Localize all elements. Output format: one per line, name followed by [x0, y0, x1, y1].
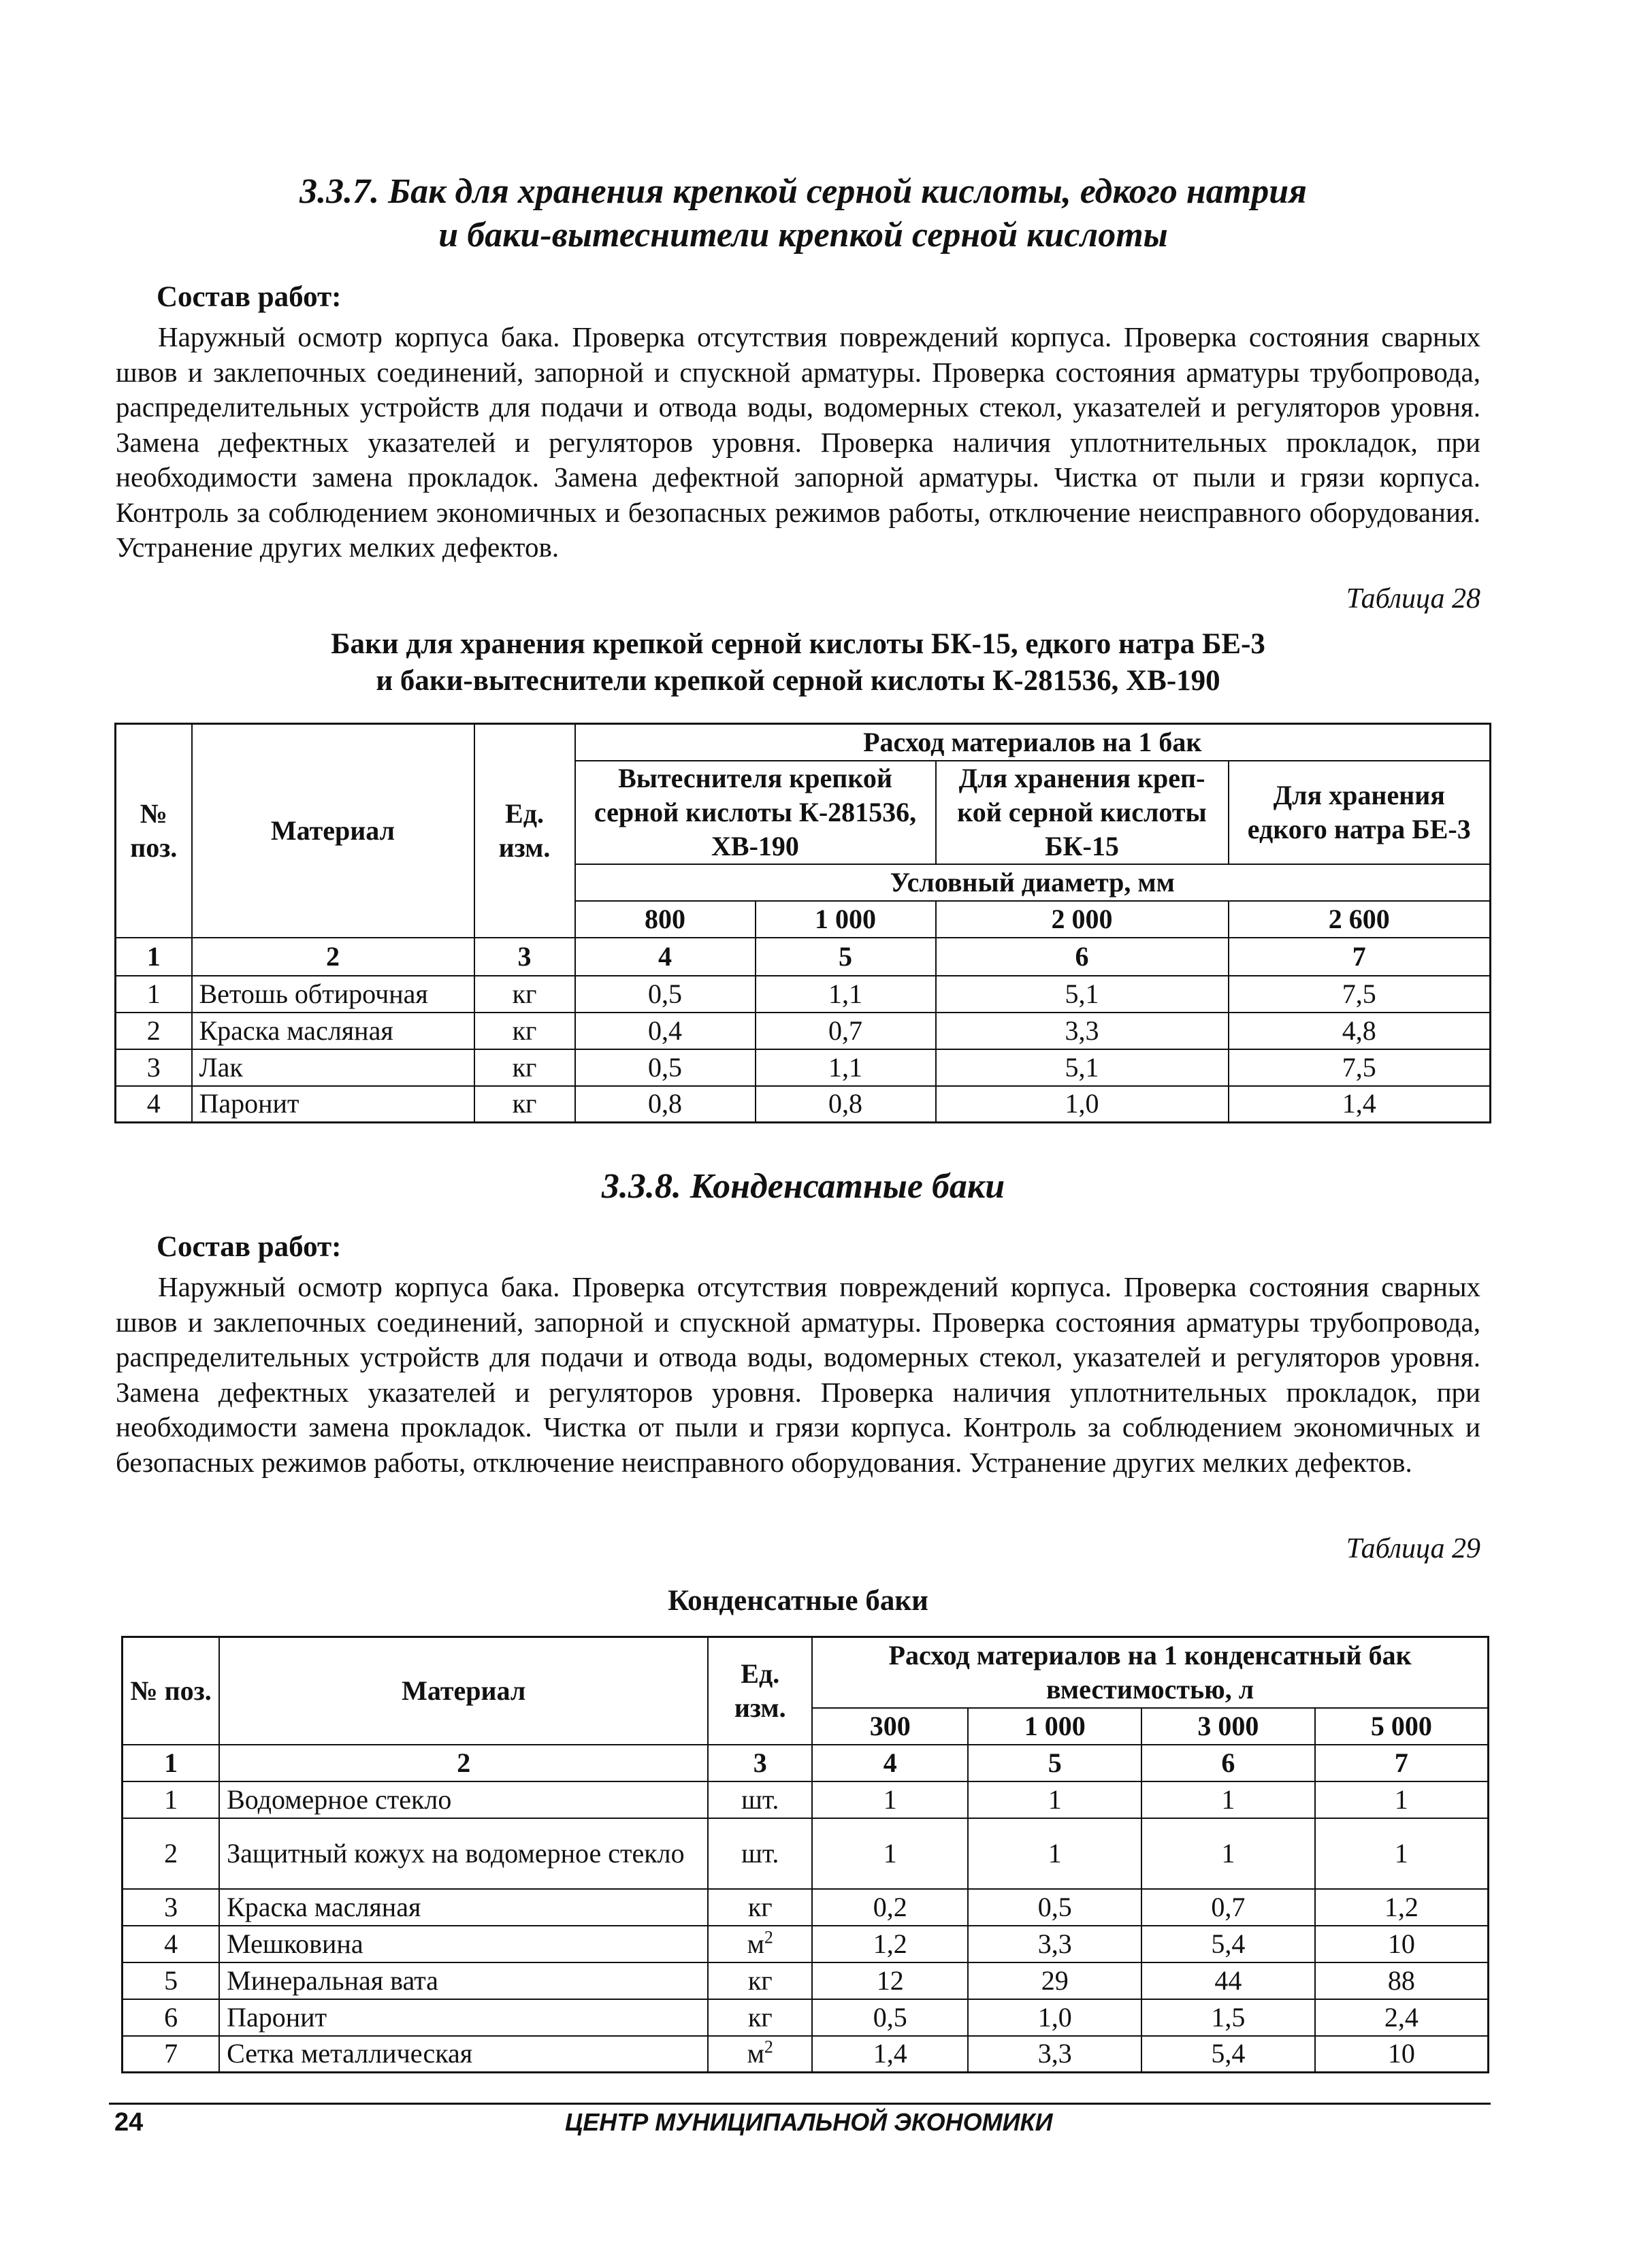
cell-value: 1,2 [1315, 1889, 1489, 1926]
header-material: Материал [192, 724, 474, 938]
cell-material: Паронит [192, 1086, 474, 1123]
index-cell: 1 [123, 1745, 220, 1781]
cell-material: Мешковина [219, 1926, 708, 1962]
unit-text: кг [747, 1891, 773, 1922]
cell-value: 29 [968, 1962, 1141, 1999]
header-volume: 1 000 [968, 1708, 1141, 1745]
index-cell: 6 [1141, 1745, 1315, 1781]
table-label: Таблица 29 [1346, 1533, 1480, 1564]
index-cell: 1 [116, 938, 192, 976]
table-row [116, 1013, 1491, 1049]
cell-pos: 1 [123, 1781, 220, 1818]
table-index-row [123, 1745, 1489, 1781]
header-diameter-value: 800 [575, 901, 756, 938]
cell-unit: кг [474, 976, 575, 1013]
cell-unit: кг [474, 1013, 575, 1049]
cell-value: 44 [1141, 1962, 1315, 1999]
cell-value: 1 [1315, 1781, 1489, 1818]
cell-value: 1,0 [936, 1086, 1229, 1123]
index-cell: 2 [219, 1745, 708, 1781]
cell-value: 1 [1141, 1818, 1315, 1889]
table-label: Таблица 28 [1346, 583, 1480, 614]
header-volume: 3 000 [1141, 1708, 1315, 1745]
cell-material: Ветошь обтирочная [192, 976, 474, 1013]
table-row [123, 1926, 1489, 1962]
cell-pos: 4 [123, 1926, 220, 1962]
cell-value: 1,0 [968, 1999, 1141, 2036]
header-diameter: Условный диаметр, мм [575, 864, 1491, 901]
cell-pos: 2 [116, 1013, 192, 1049]
cell-pos: 7 [123, 2036, 220, 2073]
cell-value: 1 [812, 1818, 968, 1889]
cell-value: 1 [812, 1781, 968, 1818]
cell-value: 5,1 [936, 976, 1229, 1013]
table-row [123, 1889, 1489, 1926]
cell-value: 0,2 [812, 1889, 968, 1926]
header-consumption: Расход материалов на 1 конденсатный бак вместимостью, л [812, 1637, 1488, 1708]
cell-value: 1,2 [812, 1926, 968, 1962]
cell-value: 5,1 [936, 1049, 1229, 1086]
cell-value: 5,4 [1141, 2036, 1315, 2073]
cell-pos: 1 [116, 976, 192, 1013]
cell-pos: 3 [116, 1049, 192, 1086]
index-cell: 5 [756, 938, 936, 976]
footer-divider [109, 2103, 1491, 2105]
cell-value: 1 [968, 1781, 1141, 1818]
cell-value: 0,4 [575, 1013, 756, 1049]
page-number: 24 [114, 2108, 144, 2137]
cell-unit [708, 1926, 812, 1962]
unit-superscript: 2 [764, 1927, 773, 1947]
cell-value: 1,1 [756, 1049, 936, 1086]
cell-value: 10 [1315, 2036, 1489, 2073]
cell-pos: 3 [123, 1889, 220, 1926]
index-cell: 2 [192, 938, 474, 976]
header-pos: № поз. [123, 1637, 220, 1745]
cell-value: 7,5 [1229, 1049, 1491, 1086]
cell-pos: 2 [123, 1818, 220, 1889]
section-title-line1: 3.3.7. Бак для хранения крепкой серной кислоты, едкого натрия [299, 172, 1307, 211]
cell-pos: 6 [123, 1999, 220, 2036]
cell-value: 1,4 [812, 2036, 968, 2073]
section-title-line2: и баки-вытеснители крепкой серной кислоты [438, 216, 1168, 254]
header-volume: 300 [812, 1708, 968, 1745]
table-title-line2: и баки-вытеснители крепкой серной кислоты К-281536, ХВ-190 [376, 665, 1220, 697]
table-row [123, 1818, 1489, 1889]
index-cell: 3 [708, 1745, 812, 1781]
header-group-displacer: Вытеснителя крепкой серной кислоты К-281536, ХВ-190 [575, 761, 936, 864]
header-consumption: Расход материалов на 1 бак [575, 724, 1491, 761]
cell-value: 0,8 [756, 1086, 936, 1123]
cell-value: 5,4 [1141, 1926, 1315, 1962]
cell-value: 0,5 [812, 1999, 968, 2036]
table-title-line1: Баки для хранения крепкой серной кислоты БК-15, едкого натра БЕ-3 [331, 628, 1265, 660]
cell-value: 7,5 [1229, 976, 1491, 1013]
section-title-condensate: 3.3.8. Конденсатные баки [601, 1167, 1005, 1206]
cell-value: 0,7 [756, 1013, 936, 1049]
index-cell: 4 [575, 938, 756, 976]
index-cell: 6 [936, 938, 1229, 976]
cell-material: Водомерное стекло [219, 1781, 708, 1818]
table-29 [121, 1636, 1489, 2073]
cell-value: 3,3 [968, 1926, 1141, 1962]
work-description: Наружный осмотр корпуса бака. Проверка отсутствия повреждений корпуса. Проверка состояния сварных швов и заклепочных соединений, запорной и спускной арматуры. Проверка состояния арматуры трубопровода, распределительных устройств для подачи и отвода воды, водомерных стекол, указателей и регуляторов уровня. Замена дефектных указателей и регуляторов уровня. Проверка наличия уплотнительных прокладок, при необходимости замена прокладок. Чистка от пыли и грязи корпуса. Контроль за соблюдением экономичных и безопасных режимов работы, отключение неисправного оборудования. Устранение других мелких дефектов. [116, 1271, 1480, 1478]
unit-text: м [747, 1928, 764, 1959]
cell-value: 88 [1315, 1962, 1489, 1999]
table-28 [114, 723, 1491, 1123]
table-row [116, 1086, 1491, 1123]
unit-text: кг [747, 2001, 773, 2033]
header-group-alkali: Для хранения едкого натра БЕ-3 [1229, 761, 1491, 864]
table-row [123, 1781, 1489, 1818]
cell-unit [708, 1781, 812, 1818]
cell-unit [708, 1999, 812, 2036]
cell-value: 1 [1315, 1818, 1489, 1889]
header-unit: Ед. изм. [474, 724, 575, 938]
cell-material: Паронит [219, 1999, 708, 2036]
cell-value: 1 [968, 1818, 1141, 1889]
cell-value: 1,5 [1141, 1999, 1315, 2036]
cell-value: 0,7 [1141, 1889, 1315, 1926]
index-cell: 5 [968, 1745, 1141, 1781]
table-index-row [116, 938, 1491, 976]
cell-value: 1,1 [756, 976, 936, 1013]
cell-value: 10 [1315, 1926, 1489, 1962]
index-cell: 3 [474, 938, 575, 976]
cell-pos: 4 [116, 1086, 192, 1123]
unit-text: м [747, 2038, 764, 2069]
table-row [116, 976, 1491, 1013]
cell-value: 0,5 [968, 1889, 1141, 1926]
cell-material: Краска масляная [219, 1889, 708, 1926]
cell-value: 2,4 [1315, 1999, 1489, 2036]
unit-superscript: 2 [764, 2037, 773, 2057]
table-row [123, 1962, 1489, 1999]
cell-unit: кг [474, 1049, 575, 1086]
header-unit: Ед. изм. [708, 1637, 812, 1745]
table-row [123, 1999, 1489, 2036]
cell-unit [708, 1818, 812, 1889]
header-volume: 5 000 [1315, 1708, 1489, 1745]
table-title: Конденсатные баки [668, 1585, 928, 1617]
header-diameter-value: 2 000 [936, 901, 1229, 938]
work-composition-heading: Состав работ: [157, 281, 342, 313]
cell-material: Минеральная вата [219, 1962, 708, 1999]
cell-value: 3,3 [936, 1013, 1229, 1049]
cell-unit [708, 2036, 812, 2073]
cell-value: 3,3 [968, 2036, 1141, 2073]
cell-value: 0,8 [575, 1086, 756, 1123]
cell-material: Лак [192, 1049, 474, 1086]
cell-value: 0,5 [575, 1049, 756, 1086]
cell-pos: 5 [123, 1962, 220, 1999]
table-row [116, 1049, 1491, 1086]
cell-value: 12 [812, 1962, 968, 1999]
header-group-acid: Для хранения креп-кой серной кислоты БК-15 [936, 761, 1229, 864]
index-cell: 4 [812, 1745, 968, 1781]
cell-unit [708, 1889, 812, 1926]
header-pos: № поз. [116, 724, 192, 938]
cell-unit: кг [474, 1086, 575, 1123]
cell-value: 1,4 [1229, 1086, 1491, 1123]
index-cell: 7 [1315, 1745, 1489, 1781]
work-composition-heading: Состав работ: [157, 1231, 342, 1263]
unit-text: шт. [741, 1784, 779, 1815]
cell-material: Краска масляная [192, 1013, 474, 1049]
index-cell: 7 [1229, 938, 1491, 976]
work-description: Наружный осмотр корпуса бака. Проверка отсутствия повреждений корпуса. Проверка состояния сварных швов и заклепочных соединений, запорной и спускной арматуры. Проверка состояния арматуры трубопровода, распределительных устройств для подачи и отвода воды, водомерных стекол, указателей и регуляторов уровня. Замена дефектных указателей и регуляторов уровня. Проверка наличия уплотнительных прокладок, при необходимости замена прокладок. Замена дефектной запорной арматуры. Чистка от пыли и грязи корпуса. Контроль за соблюдением экономичных и безопасных режимов работы, отключение неисправного оборудования. Устранение других мелких дефектов. [116, 321, 1480, 563]
unit-text: кг [747, 1965, 773, 1996]
cell-value: 1 [1141, 1781, 1315, 1818]
header-material: Материал [219, 1637, 708, 1745]
cell-unit [708, 1962, 812, 1999]
publisher-name: ЦЕНТР МУНИЦИПАЛЬНОЙ ЭКОНОМИКИ [565, 2108, 1053, 2136]
cell-value: 4,8 [1229, 1013, 1491, 1049]
header-diameter-value: 1 000 [756, 901, 936, 938]
cell-material: Сетка металлическая [219, 2036, 708, 2073]
header-diameter-value: 2 600 [1229, 901, 1491, 938]
cell-value: 0,5 [575, 976, 756, 1013]
table-row [123, 2036, 1489, 2073]
cell-material: Защитный кожух на водомерное стекло [219, 1818, 708, 1889]
unit-text: шт. [741, 1837, 779, 1869]
